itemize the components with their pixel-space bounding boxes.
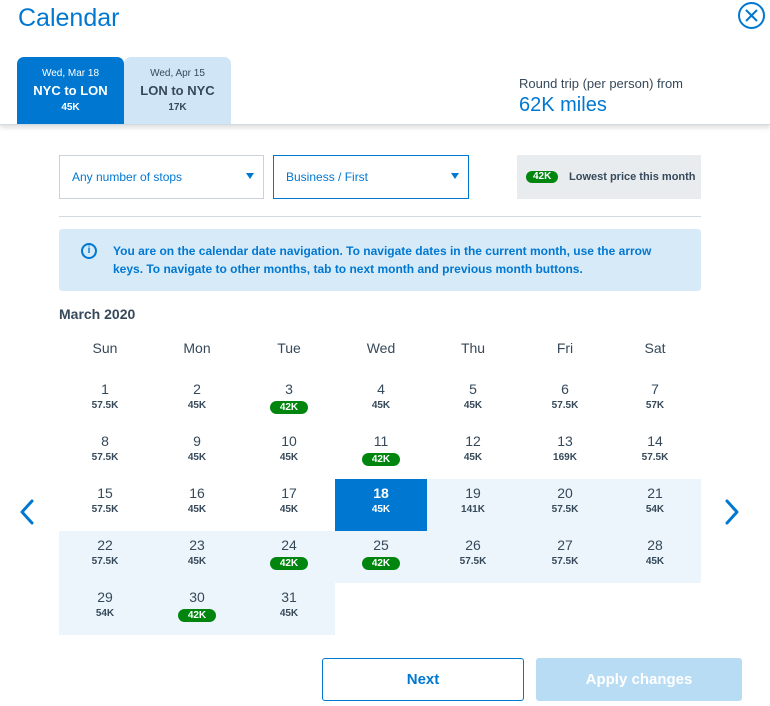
- weekday-label: Thu: [460, 340, 486, 356]
- day-number: 30: [189, 589, 205, 605]
- calendar-day-24[interactable]: [243, 531, 335, 583]
- calendar-day-25[interactable]: [335, 531, 427, 583]
- day-number: 20: [557, 485, 573, 501]
- divider: [59, 216, 701, 217]
- cabin-select[interactable]: [273, 155, 469, 199]
- trip-route: NYC to LON: [33, 83, 108, 98]
- day-number: 16: [189, 485, 205, 501]
- day-number: 1: [101, 381, 109, 397]
- day-price: 45K: [279, 504, 299, 515]
- day-price: 45K: [371, 400, 391, 411]
- caret-down-icon: [451, 173, 459, 179]
- calendar-day-17[interactable]: [243, 479, 335, 531]
- day-price: 141K: [461, 504, 485, 515]
- lowest-price-badge: 42K: [178, 609, 216, 622]
- lowest-price-badge: 42K: [526, 171, 558, 183]
- next-month-button[interactable]: [722, 497, 742, 527]
- calendar-day-23[interactable]: [151, 531, 243, 583]
- day-number: 28: [647, 537, 663, 553]
- day-price: 57.5K: [459, 556, 487, 567]
- calendar-day-10[interactable]: [243, 427, 335, 479]
- day-number: 4: [377, 381, 385, 397]
- tab-outbound-trip[interactable]: [17, 57, 124, 124]
- day-price: 57.5K: [551, 400, 579, 411]
- calendar-day-19[interactable]: [427, 479, 519, 531]
- day-price: 169K: [553, 452, 577, 463]
- day-number: 17: [281, 485, 297, 501]
- page-title: Calendar: [18, 4, 120, 32]
- calendar-day-5[interactable]: [427, 375, 519, 427]
- day-number: 25: [373, 537, 389, 553]
- day-number: 15: [97, 485, 113, 501]
- day-price: 57.5K: [91, 504, 119, 515]
- day-number: 2: [193, 381, 201, 397]
- day-number: 26: [465, 537, 481, 553]
- day-number: 31: [281, 589, 297, 605]
- day-number: 29: [97, 589, 113, 605]
- cabin-select-value: Business / First: [286, 170, 369, 184]
- stops-select-value: Any number of stops: [72, 170, 183, 184]
- day-price: 45K: [187, 556, 207, 567]
- weekday-label: Mon: [183, 340, 211, 356]
- calendar-day-29[interactable]: [59, 583, 151, 635]
- day-price: 57.5K: [551, 556, 579, 567]
- weekday-label: Tue: [277, 340, 301, 356]
- lowest-price-badge: 42K: [362, 557, 400, 570]
- calendar-day-27[interactable]: [519, 531, 611, 583]
- close-icon: [745, 9, 758, 22]
- day-number: 24: [281, 537, 297, 553]
- day-price: 45K: [187, 452, 207, 463]
- day-price: 57.5K: [91, 400, 119, 411]
- lowest-price-badge: 42K: [362, 453, 400, 466]
- chevron-left-icon: [17, 497, 37, 527]
- info-banner: [59, 229, 701, 291]
- day-number: 19: [465, 485, 481, 501]
- calendar-day-16[interactable]: [151, 479, 243, 531]
- calendar-day-9[interactable]: [151, 427, 243, 479]
- trip-price: 45K: [61, 102, 80, 113]
- calendar-day-30[interactable]: [151, 583, 243, 635]
- day-number: 10: [281, 433, 297, 449]
- calendar-day-8[interactable]: [59, 427, 151, 479]
- previous-month-button[interactable]: [17, 497, 37, 527]
- day-number: 13: [557, 433, 573, 449]
- lowest-price-badge: 42K: [270, 401, 308, 414]
- calendar-day-6[interactable]: [519, 375, 611, 427]
- round-trip-label: Round trip (per person) from: [519, 76, 684, 91]
- day-price: 57.5K: [91, 452, 119, 463]
- day-number: 14: [647, 433, 663, 449]
- calendar-day-4[interactable]: [335, 375, 427, 427]
- day-number: 18: [373, 485, 389, 501]
- trip-date: Wed, Mar 18: [41, 68, 100, 79]
- day-number: 8: [101, 433, 109, 449]
- day-number: 6: [561, 381, 569, 397]
- chevron-right-icon: [722, 497, 742, 527]
- weekday-label: Sat: [644, 340, 666, 356]
- day-number: 27: [557, 537, 573, 553]
- calendar-day-28[interactable]: [609, 531, 701, 583]
- day-price: 45K: [371, 504, 391, 515]
- day-price: 45K: [187, 400, 207, 411]
- round-trip-miles: 62K miles: [519, 94, 607, 116]
- day-price: 57K: [645, 400, 665, 411]
- trip-route: LON to NYC: [140, 83, 215, 98]
- calendar-day-22[interactable]: [59, 531, 151, 583]
- calendar-day-1[interactable]: [59, 375, 151, 427]
- calendar-day-7[interactable]: [609, 375, 701, 427]
- info-icon: i: [81, 243, 97, 259]
- day-price: 45K: [463, 452, 483, 463]
- stops-select[interactable]: [59, 155, 264, 199]
- day-number: 12: [465, 433, 481, 449]
- apply-changes-button[interactable]: Apply changes: [536, 658, 742, 701]
- weekday-label: Fri: [556, 340, 574, 356]
- day-number: 7: [651, 381, 659, 397]
- lowest-price-badge: 42K: [270, 557, 308, 570]
- day-number: 23: [189, 537, 205, 553]
- info-text: You are on the calendar date navigation. To navigate dates in the current month, use the arrow keys. To navigate to other months, tab to next month and previous month buttons.: [113, 244, 652, 276]
- calendar-day-21[interactable]: [609, 479, 701, 531]
- calendar-day-15[interactable]: [59, 479, 151, 531]
- day-price: 57.5K: [551, 504, 579, 515]
- next-button[interactable]: Next: [322, 658, 524, 701]
- calendar-day-18[interactable]: [335, 479, 427, 531]
- day-price: 45K: [279, 452, 299, 463]
- calendar-day-11[interactable]: [335, 427, 427, 479]
- calendar-day-20[interactable]: [519, 479, 611, 531]
- close-button[interactable]: [738, 2, 765, 29]
- calendar-day-2[interactable]: [151, 375, 243, 427]
- calendar-day-13[interactable]: [519, 427, 611, 479]
- day-number: 22: [97, 537, 113, 553]
- day-number: 11: [373, 433, 389, 449]
- tab-return-trip[interactable]: [124, 57, 231, 124]
- lowest-price-legend: [517, 155, 701, 199]
- day-price: 45K: [463, 400, 483, 411]
- day-number: 3: [285, 381, 293, 397]
- calendar-day-3[interactable]: [243, 375, 335, 427]
- caret-down-icon: [246, 173, 254, 179]
- day-price: 45K: [187, 504, 207, 515]
- day-price: 57.5K: [91, 556, 119, 567]
- day-number: 9: [193, 433, 201, 449]
- legend-text: Lowest price this month: [569, 171, 696, 183]
- calendar-day-12[interactable]: [427, 427, 519, 479]
- trip-price: 17K: [168, 102, 187, 113]
- calendar-day-31[interactable]: [243, 583, 335, 635]
- day-price: 45K: [645, 556, 665, 567]
- calendar-day-14[interactable]: [609, 427, 701, 479]
- calendar-day-26[interactable]: [427, 531, 519, 583]
- weekday-label: Wed: [366, 340, 396, 356]
- day-price: 54K: [95, 608, 115, 619]
- day-number: 21: [647, 485, 663, 501]
- day-price: 54K: [645, 504, 665, 515]
- month-label: March 2020: [59, 306, 136, 322]
- trip-tabs: [0, 57, 770, 125]
- trip-date: Wed, Apr 15: [150, 68, 205, 79]
- day-price: 45K: [279, 608, 299, 619]
- day-price: 57.5K: [641, 452, 669, 463]
- weekday-label: Sun: [92, 340, 118, 356]
- day-number: 5: [469, 381, 477, 397]
